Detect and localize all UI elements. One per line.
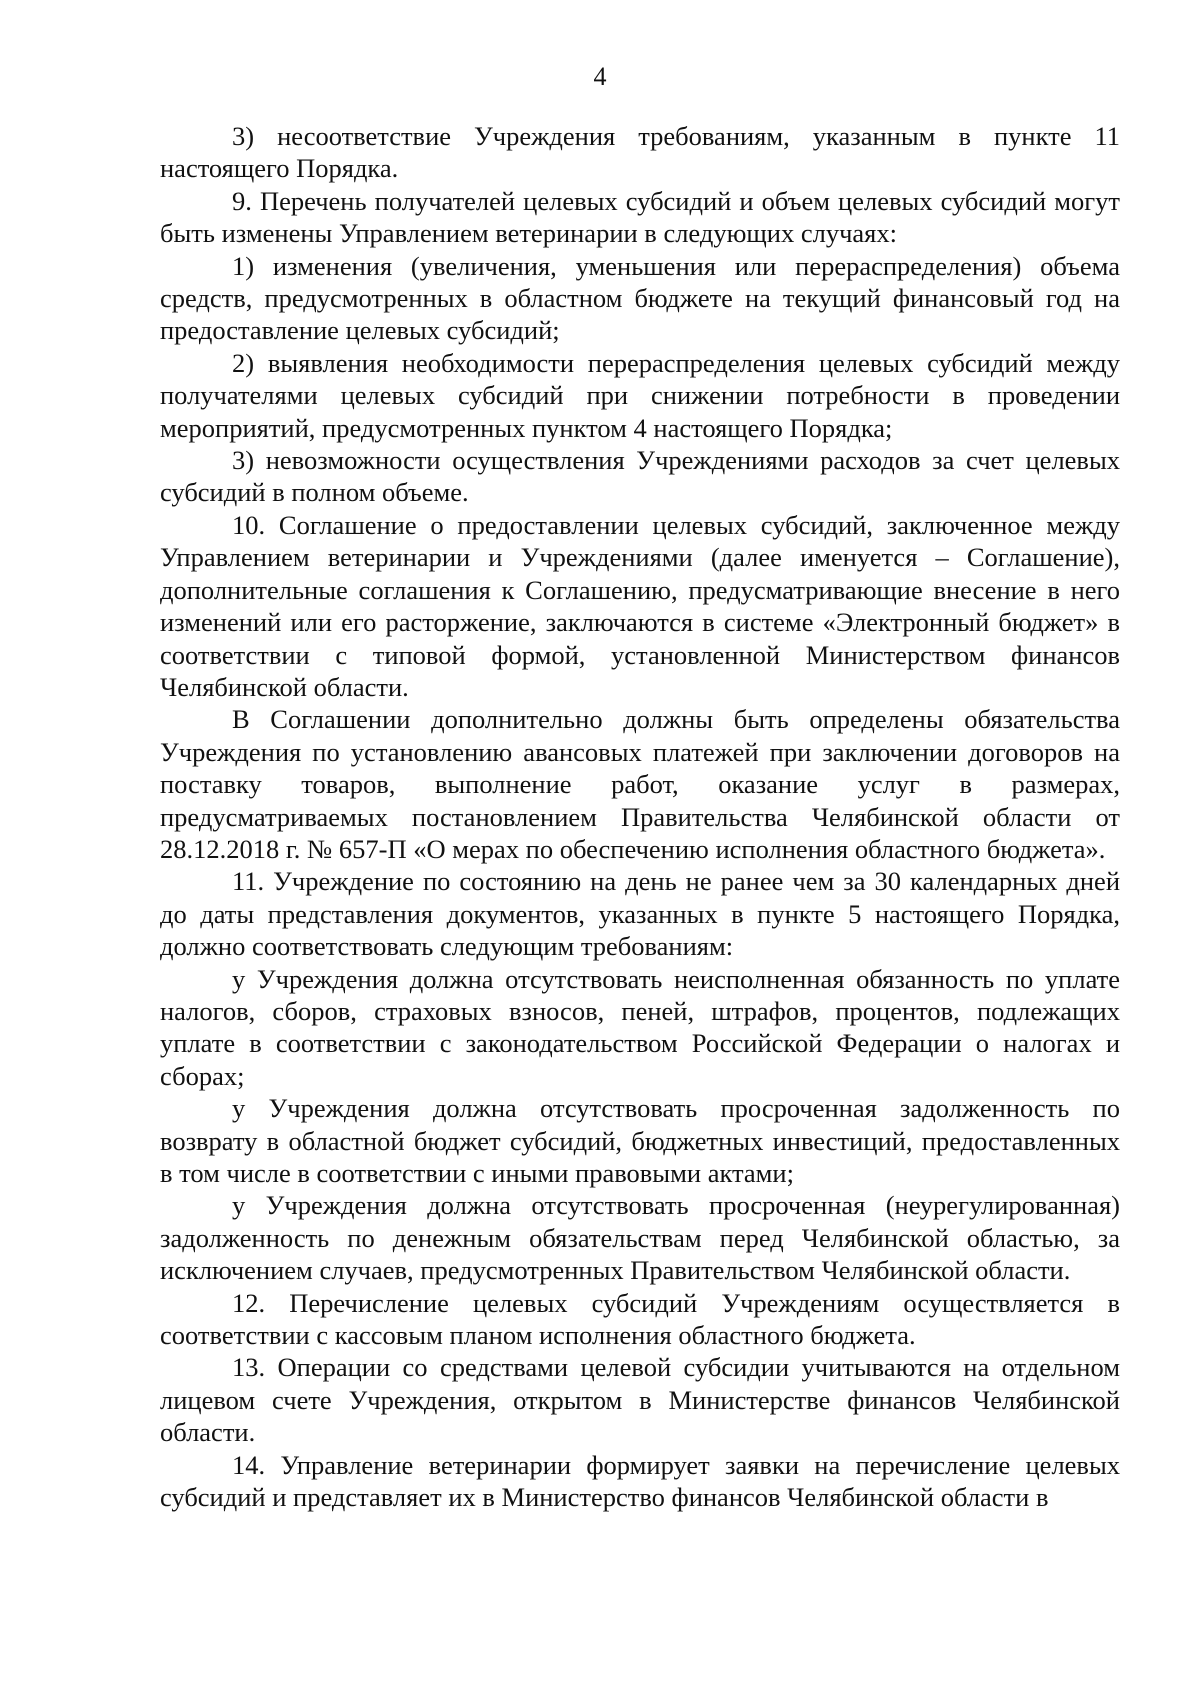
page-number: 4 <box>593 62 607 91</box>
paragraph: у Учреждения должна отсутствовать неисполненная обязанность по уплате налогов, сборов, страховых взносов, пеней, штрафов, процентов, подлежащих уплате в соответствии с законодательством Российской Федерации о налогах и сборах; <box>160 963 1120 1091</box>
paragraph: 14. Управление ветеринарии формирует заявки на перечисление целевых субсидий и представляет их в Министерство финансов Челябинской области в <box>160 1449 1120 1513</box>
paragraph: 3) несоответствие Учреждения требованиям, указанным в пункте 11 настоящего Порядка. <box>160 121 1120 184</box>
paragraph: 10. Соглашение о предоставлении целевых субсидий, заключенное между Управлением ветеринарии и Учреждениями (далее именуется – Соглашение), дополнительные соглашения к Соглашению, предусматривающие внесение в него изменений или его расторжение, заключаются в системе «Электронный бюджет» в соответствии с типовой формой, установленной Министерством финансов Челябинской области. <box>160 509 1120 702</box>
paragraph: 1) изменения (увеличения, уменьшения или перераспределения) объема средств, предусмотренных в областном бюджете на текущий финансовый год на предоставление целевых субсидий; <box>160 250 1120 346</box>
paragraph: В Соглашении дополнительно должны быть определены обязательства Учреждения по установлению авансовых платежей при заключении договоров на поставку товаров, выполнение работ, оказание услуг в размерах, предусматриваемых постановлением Правительства Челябинской области от 28.12.2018 г. № 657-П «О мерах по обеспечению исполнения областного бюджета». <box>160 704 1120 864</box>
paragraph: у Учреждения должна отсутствовать просроченная (неурегулированная) задолженность по денежным обязательствам перед Челябинской областью, за исключением случаев, предусмотренных Правительством Челябинской области. <box>160 1190 1120 1286</box>
document-body <box>160 120 1120 1513</box>
paragraph: 3) невозможности осуществления Учреждениями расходов за счет целевых субсидий в полном объеме. <box>160 445 1120 508</box>
paragraph: 11. Учреждение по состоянию на день не ранее чем за 30 календарных дней до даты представления документов, указанных в пункте 5 настоящего Порядка, должно соответствовать следующим требованиям: <box>160 866 1120 962</box>
paragraph: у Учреждения должна отсутствовать просроченная задолженность по возврату в областной бюджет субсидий, бюджетных инвестиций, предоставленных в том числе в соответствии с иными правовыми актами; <box>160 1093 1120 1188</box>
paragraph: 12. Перечисление целевых субсидий Учреждениям осуществляется в соответствии с кассовым планом исполнения областного бюджета. <box>160 1287 1120 1351</box>
paragraph: 13. Операции со средствами целевой субсидии учитываются на отдельном лицевом счете Учреждения, открытом в Министерстве финансов Челябинской области. <box>160 1352 1120 1448</box>
paragraph: 9. Перечень получателей целевых субсидий и объем целевых субсидий могут быть изменены Управлением ветеринарии в следующих случаях: <box>160 185 1120 249</box>
paragraph: 2) выявления необходимости перераспределения целевых субсидий между получателями целевых субсидий при снижении потребности в проведении мероприятий, предусмотренных пунктом 4 настоящего Порядка; <box>160 347 1120 443</box>
